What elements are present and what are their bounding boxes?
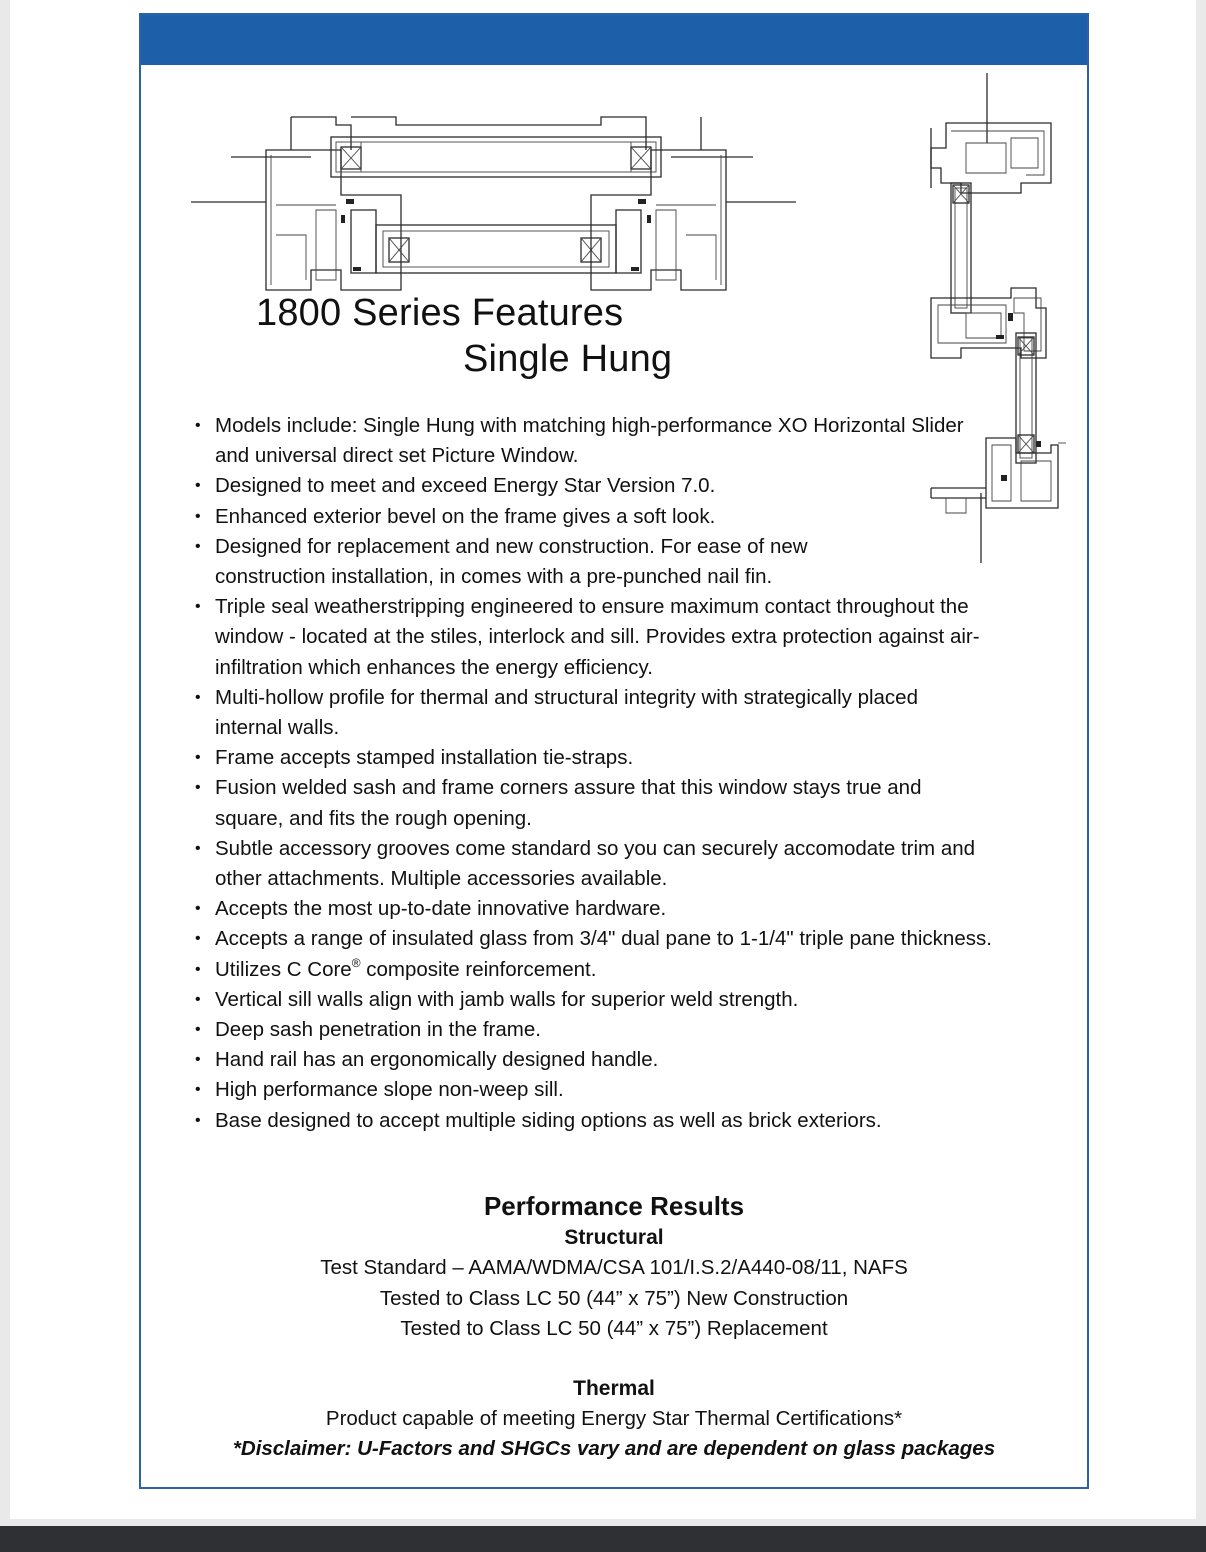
document-frame [139, 13, 1089, 1489]
structural-line: Tested to Class LC 50 (44” x 75”) Replacement [400, 1317, 828, 1340]
header-band [141, 15, 1087, 65]
list-item: • High performance slope non-weep sill. [215, 1075, 995, 1105]
bullet-icon: • [195, 417, 201, 434]
title-product: Single Hung [463, 338, 673, 380]
title-series: 1800 Series Features [256, 292, 624, 334]
list-item: • Frame accepts stamped installation tie-straps. [215, 743, 995, 773]
bullet-icon: • [195, 749, 201, 767]
features-list [195, 411, 995, 1136]
bullet-icon: • [195, 1111, 201, 1129]
bullet-icon: • [195, 537, 201, 555]
window-horizontal-section-drawing [191, 95, 801, 300]
list-item [195, 955, 995, 985]
list-item: • Enhanced exterior bevel on the frame gives a soft look. [215, 502, 995, 532]
bullet-icon: • [195, 930, 201, 948]
performance-section [141, 1189, 1087, 1465]
bullet-icon: • [195, 839, 201, 857]
list-item: • Accepts a range of insulated glass from 3/4" dual pane to 1-1/4" triple pane thickness. [215, 924, 995, 954]
document-page [10, 0, 1196, 1519]
thermal-line: Product capable of meeting Energy Star Thermal Certifications* [325, 1406, 903, 1430]
list-item: • Models include: Single Hung with matching high-performance XO Horizontal Slider and universal direct set Picture Window. [215, 411, 995, 471]
bullet-icon: • [195, 507, 201, 525]
bullet-icon: • [195, 688, 201, 706]
list-item: • Hand rail has an ergonomically designed handle. [215, 1045, 995, 1075]
c-core-text-after: composite reinforcement. [360, 957, 597, 981]
list-item: • Accepts the most up-to-date innovative hardware. [215, 894, 995, 924]
list-item: • Designed for replacement and new construction. For ease of new construction installation, in comes with a pre-punched nail fin. [215, 532, 995, 592]
thermal-heading: Thermal [573, 1376, 655, 1400]
c-core-text: Utilizes C Core [215, 957, 352, 981]
list-item: • Deep sash penetration in the frame. [215, 1015, 995, 1045]
structural-line: Test Standard – AAMA/WDMA/CSA 101/I.S.2/A440-08/11, NAFS [320, 1256, 908, 1279]
list-item: • Base designed to accept multiple siding options as well as brick exteriors. [215, 1106, 995, 1136]
list-item: • Triple seal weatherstripping engineered to ensure maximum contact throughout the window - located at the stiles, interlock and sill. Provides extra protection against air-infiltration which enhances the energy efficiency. [215, 592, 995, 683]
bullet-icon: • [195, 1021, 201, 1039]
list-item: • Subtle accessory grooves come standard so you can securely accomodate trim and other attachments. Multiple accessories available. [215, 834, 995, 894]
bullet-icon: • [195, 598, 201, 616]
registered-mark: ® [351, 955, 361, 970]
list-item: • Vertical sill walls align with jamb walls for superior weld strength. [215, 985, 995, 1015]
bullet-icon: • [195, 960, 201, 978]
structural-heading: Structural [564, 1226, 664, 1249]
bullet-icon: • [195, 900, 201, 918]
bullet-icon: • [195, 990, 201, 1008]
bullet-icon: • [195, 1081, 201, 1099]
performance-title: Performance Results [483, 1191, 745, 1221]
disclaimer-text: *Disclaimer: U-Factors and SHGCs vary and are dependent on glass packages [232, 1437, 996, 1460]
bullet-icon: • [195, 477, 201, 495]
bottom-toolbar [0, 1526, 1206, 1552]
bullet-icon: • [195, 779, 201, 797]
list-item: • Fusion welded sash and frame corners assure that this window stays true and square, and fits the rough opening. [215, 773, 995, 833]
list-item: • Designed to meet and exceed Energy Star Version 7.0. [215, 471, 995, 501]
bullet-icon: • [195, 1051, 201, 1069]
list-item: • Multi-hollow profile for thermal and structural integrity with strategically placed internal walls. [215, 683, 995, 743]
structural-line: Tested to Class LC 50 (44” x 75”) New Construction [379, 1286, 849, 1310]
